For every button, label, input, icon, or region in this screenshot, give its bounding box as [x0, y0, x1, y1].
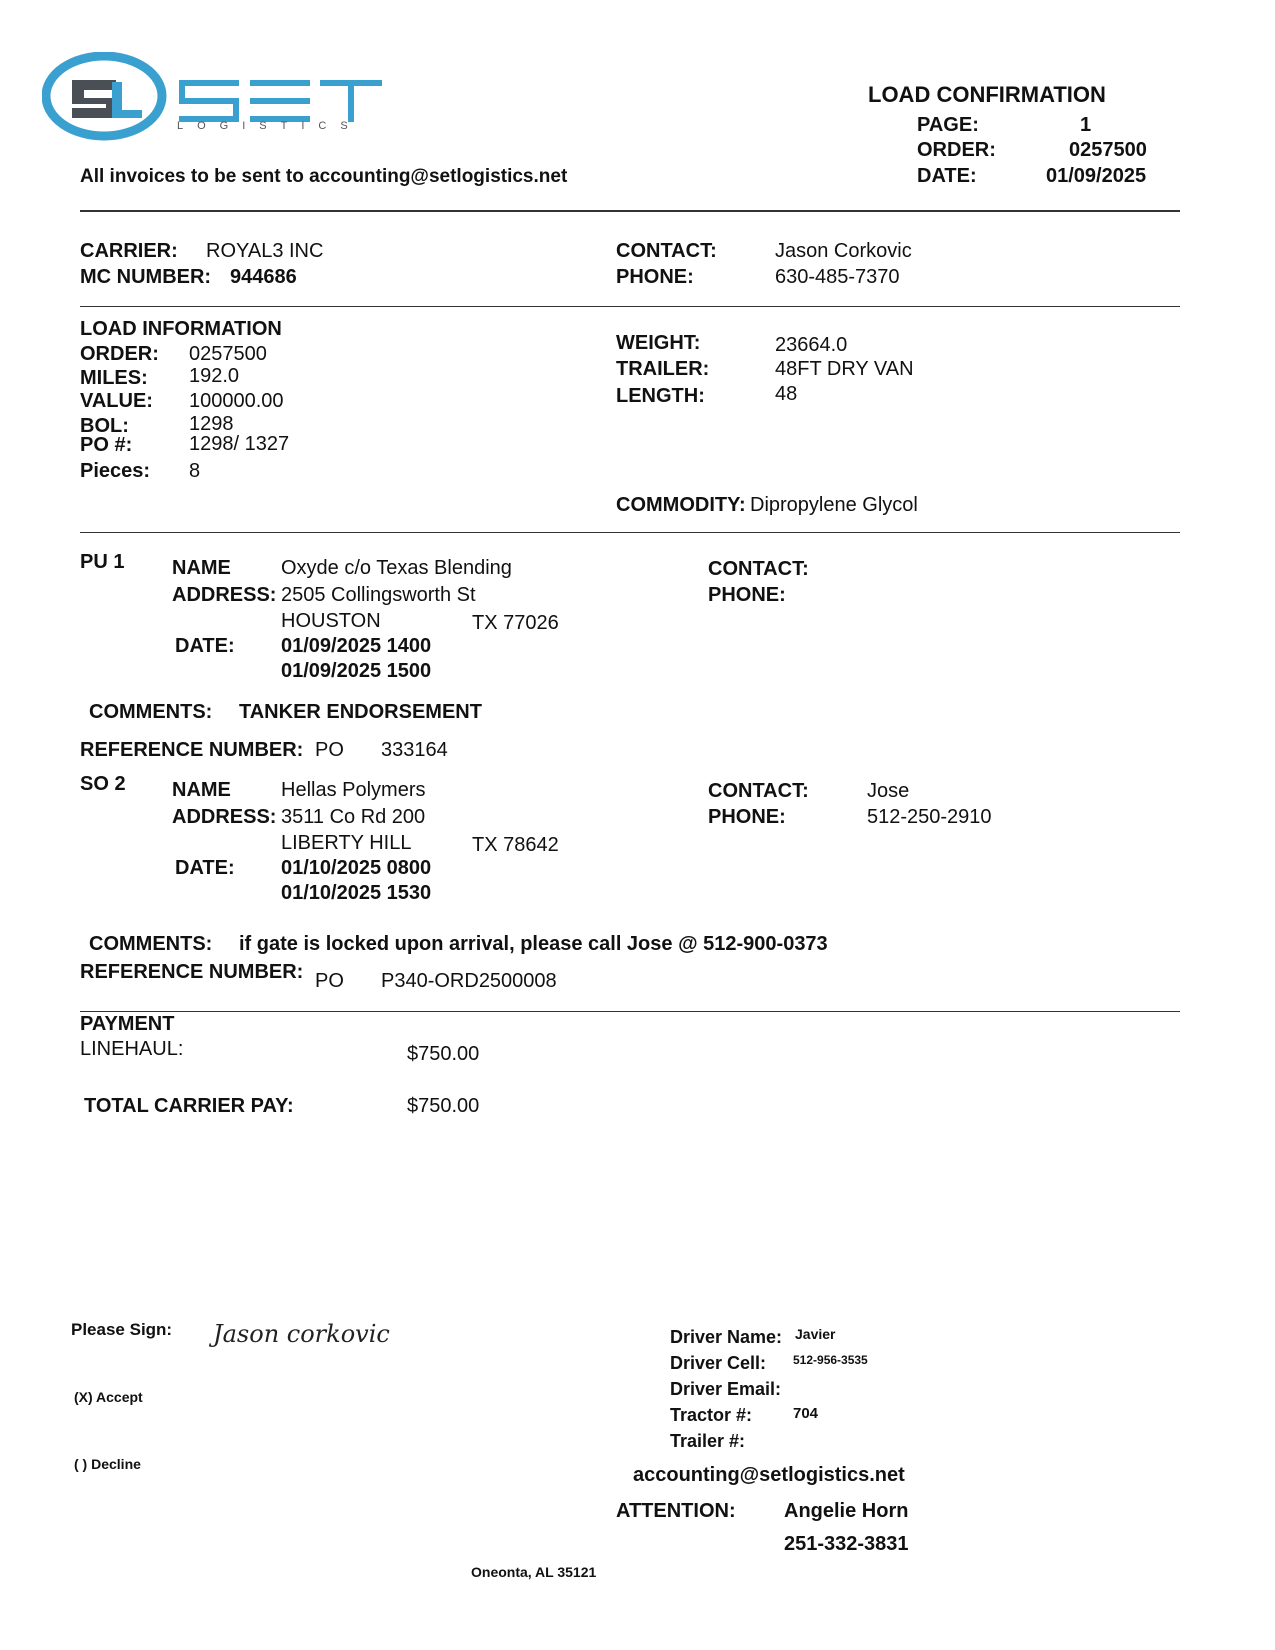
tractor-label: Tractor #: — [670, 1405, 753, 1425]
footer-email[interactable]: accounting@setlogistics.net — [633, 1464, 905, 1486]
value-label: VALUE: — [80, 390, 153, 412]
commodity-label: COMMODITY: — [616, 494, 746, 516]
stop-address-label: ADDRESS: — [172, 806, 277, 828]
value-value: 100000.00 — [189, 390, 284, 412]
total-label: TOTAL CARRIER PAY: — [84, 1095, 294, 1117]
load-info-heading: LOAD INFORMATION — [80, 318, 282, 340]
linehaul-value: $750.00 — [407, 1043, 480, 1065]
pieces-label: Pieces: — [80, 460, 151, 482]
miles-value: 192.0 — [189, 365, 240, 387]
stop-ref-type: PO — [315, 970, 344, 992]
invoice-note: All invoices to be sent to accounting@setlogistics.net — [80, 166, 568, 187]
divider — [80, 210, 1180, 212]
page-label: PAGE: — [917, 114, 979, 136]
load-order-value: 0257500 — [189, 343, 267, 365]
stop-state-zip: TX 78642 — [472, 834, 559, 856]
stop-comments-label: COMMENTS: — [89, 701, 213, 723]
attention-phone: 251-332-3831 — [784, 1533, 909, 1555]
bol-label: BOL: — [80, 415, 129, 437]
driver-cell-value: 512-956-3535 — [793, 1353, 868, 1367]
stop-date-2: 01/10/2025 1530 — [281, 882, 432, 904]
company-logo — [42, 52, 392, 142]
attention-label: ATTENTION: — [616, 1500, 736, 1522]
driver-name-label: Driver Name: — [670, 1327, 783, 1347]
stop-comments-label: COMMENTS: — [89, 933, 213, 955]
carrier-label: CARRIER: — [80, 240, 178, 262]
stop-ref-value: P340-ORD2500008 — [381, 970, 557, 992]
divider — [80, 306, 1180, 307]
stop-comments: if gate is locked upon arrival, please call Jose @ 512-900-0373 — [239, 933, 828, 955]
carrier-value: ROYAL3 INC — [206, 240, 324, 262]
page-value: 1 — [1080, 114, 1092, 136]
trailer-value: 48FT DRY VAN — [775, 358, 914, 380]
accept-option[interactable]: (X) Accept — [74, 1389, 143, 1405]
stop-date-1: 01/09/2025 1400 — [281, 635, 432, 657]
weight-value: 23664.0 — [775, 334, 848, 356]
stop-phone: 512-250-2910 — [867, 806, 992, 828]
weight-label: WEIGHT: — [616, 332, 701, 354]
trailer-label: TRAILER: — [616, 358, 710, 380]
footer-city: Oneonta, AL 35121 — [471, 1564, 597, 1580]
order-label: ORDER: — [917, 139, 996, 161]
stop-ref-label: REFERENCE NUMBER: — [80, 961, 304, 983]
carrier-phone-value: 630-485-7370 — [775, 266, 900, 288]
stop-date-2: 01/09/2025 1500 — [281, 660, 432, 682]
mc-label: MC NUMBER: — [80, 266, 212, 288]
stop-name-label: NAME — [172, 557, 231, 579]
stop-date-1: 01/10/2025 0800 — [281, 857, 432, 879]
mc-value: 944686 — [230, 266, 297, 288]
stop-phone-label: PHONE: — [708, 584, 786, 606]
stop-contact: Jose — [867, 780, 910, 802]
linehaul-label: LINEHAUL: — [80, 1038, 184, 1060]
document-title: LOAD CONFIRMATION — [868, 82, 1106, 107]
stop-contact-label: CONTACT: — [708, 780, 809, 802]
stop-ref-label: REFERENCE NUMBER: — [80, 739, 304, 761]
po-value: 1298/ 1327 — [189, 433, 290, 455]
decline-option[interactable]: ( ) Decline — [74, 1456, 141, 1472]
date-value: 01/09/2025 — [1046, 165, 1147, 187]
stop-comments: TANKER ENDORSEMENT — [239, 701, 482, 723]
please-sign-label: Please Sign: — [71, 1320, 173, 1339]
driver-cell-label: Driver Cell: — [670, 1353, 767, 1373]
order-value: 0257500 — [1069, 139, 1147, 161]
stop-address: 2505 Collingsworth St — [281, 584, 476, 606]
attention-name: Angelie Horn — [784, 1500, 909, 1522]
stop-city: LIBERTY HILL — [281, 832, 412, 854]
tractor-value: 704 — [793, 1405, 819, 1422]
length-value: 48 — [775, 383, 798, 405]
length-label: LENGTH: — [616, 385, 705, 407]
load-order-label: ORDER: — [80, 343, 159, 365]
total-value: $750.00 — [407, 1095, 480, 1117]
stop-city: HOUSTON — [281, 610, 381, 632]
signature: Jason corkovic — [213, 1320, 390, 1348]
stop-name-label: NAME — [172, 779, 231, 801]
stop-id: SO 2 — [80, 773, 126, 795]
stop-id: PU 1 — [80, 551, 125, 573]
stop-date-label: DATE: — [175, 857, 235, 879]
stop-contact-label: CONTACT: — [708, 558, 809, 580]
carrier-contact-value: Jason Corkovic — [775, 240, 912, 262]
divider — [80, 1011, 1180, 1012]
stop-state-zip: TX 77026 — [472, 612, 559, 634]
stop-address-label: ADDRESS: — [172, 584, 277, 606]
carrier-phone-label: PHONE: — [616, 266, 694, 288]
stop-date-label: DATE: — [175, 635, 235, 657]
stop-ref-type: PO — [315, 739, 344, 761]
commodity-value: Dipropylene Glycol — [750, 494, 918, 516]
pieces-value: 8 — [189, 460, 201, 482]
stop-phone-label: PHONE: — [708, 806, 786, 828]
trailer-number-label: Trailer #: — [670, 1431, 746, 1451]
divider — [80, 532, 1180, 533]
po-label: PO #: — [80, 434, 133, 456]
date-label: DATE: — [917, 165, 977, 187]
miles-label: MILES: — [80, 367, 148, 389]
payment-heading: PAYMENT — [80, 1013, 175, 1035]
stop-name: Hellas Polymers — [281, 779, 426, 801]
stop-address: 3511 Co Rd 200 — [281, 806, 426, 828]
stop-ref-value: 333164 — [381, 739, 448, 761]
driver-email-label: Driver Email: — [670, 1379, 782, 1399]
stop-name: Oxyde c/o Texas Blending — [281, 557, 512, 579]
driver-name-value: Javier — [795, 1326, 836, 1342]
carrier-contact-label: CONTACT: — [616, 240, 717, 262]
logo-word: LOGISTICS — [177, 120, 362, 132]
bol-value: 1298 — [189, 413, 234, 435]
